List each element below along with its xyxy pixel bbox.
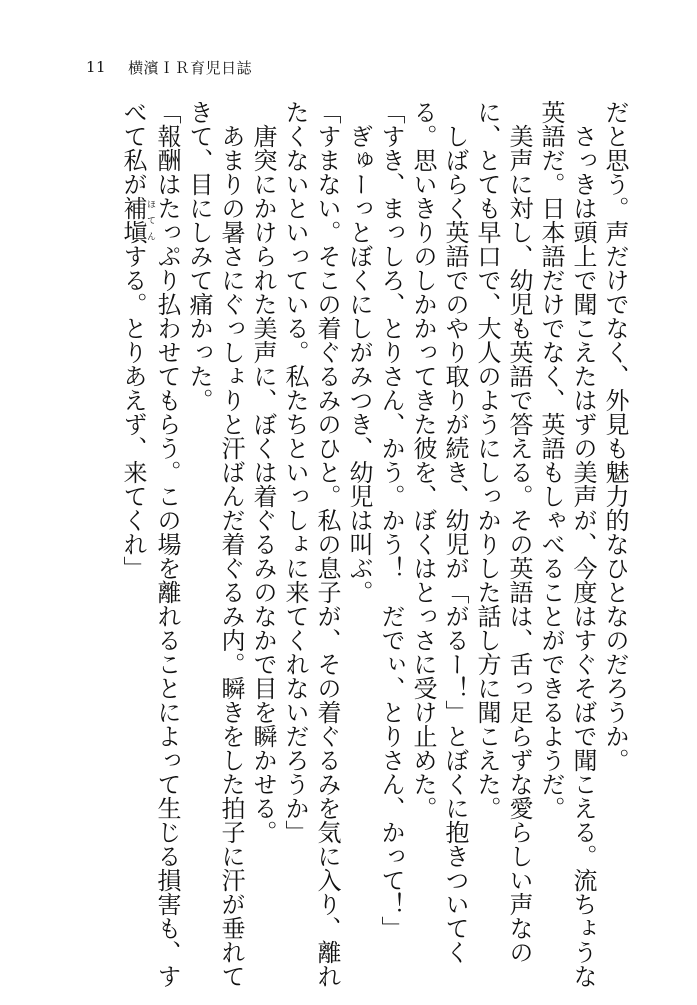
paragraph: 美声に対し、幼児も英語で答える。その英語は、舌っ足らずな愛らしい声なのに、とても早口で、大人のようにしっかりした話し方に聞こえた。 [473, 100, 533, 964]
paragraph: 「すまない。そこの着ぐるみのひと。私の息子が、その着ぐるみを気に入り、離れたくないといっている。私たちといっしょに来てくれないだろうか」 [281, 100, 341, 988]
ruby-reading: ほてん [145, 196, 155, 244]
final-paragraph-before: 「報酬はたっぷり払わせてもらう。この場を離れることによって生じる損害も、すべて私が [119, 100, 181, 988]
paragraph: あまりの暑さにぐっしょりと汗ばんだ着ぐるみ内。瞬きをした拍子に汗が垂れてきて、目にしみて痛かった。 [185, 100, 245, 988]
ruby-base: 補塡 [119, 196, 147, 244]
vertical-body-text [51, 100, 631, 990]
paragraph: しばらく英語でのやり取りが続き、幼児が「がるー！」とぼくに抱きついてくる。思いきりのしかかってきた彼を、ぼくはとっさに受け止めた。 [409, 100, 469, 964]
page-header [86, 56, 252, 78]
paragraph: 「すき、まっしろ、とりさん、かう。かう！ だでぃ、とりさん、かって！」 [377, 100, 405, 940]
paragraph: だと思う。声だけでなく、外見も魅力的なひとなのだろうか。 [601, 100, 629, 772]
page-number: 11 [86, 58, 107, 76]
final-paragraph-after: する。とりあえず、来てくれ」 [119, 244, 147, 580]
book-title: 横濱ＩＲ育児日誌 [128, 58, 253, 77]
final-paragraph [117, 100, 183, 990]
ruby-word [119, 196, 155, 244]
paragraph: さっきは頭上で聞こえたはずの美声が、今度はすぐそばで聞こえる。流ちょうな英語だ。日本語だけでなく、英語もしゃべることができるようだ。 [537, 100, 597, 988]
paragraph: 唐突にかけられた美声に、ぼくは着ぐるみのなかで目を瞬かせる。 [249, 124, 277, 844]
paragraph: ぎゅーっとぼくにしがみつき、幼児は叫ぶ。 [345, 124, 373, 604]
